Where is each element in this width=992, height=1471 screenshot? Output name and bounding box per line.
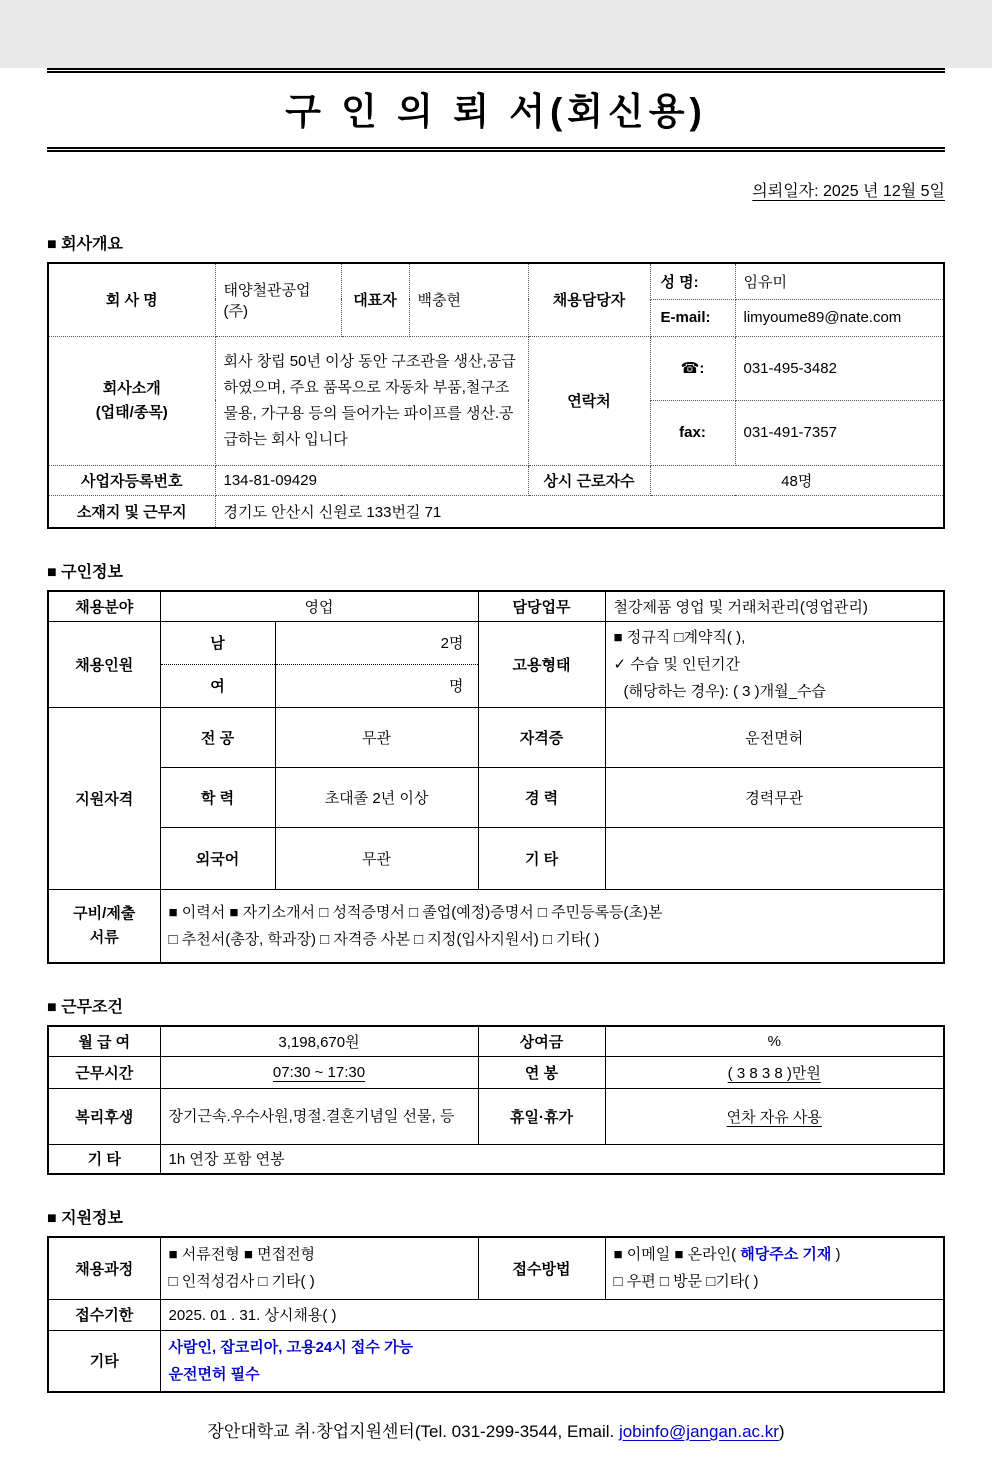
- bonus-value: %: [605, 1026, 944, 1056]
- request-date: 의뢰일자: 2025 년 12월 5일: [752, 183, 945, 200]
- title-band: [47, 68, 945, 152]
- license-value: 운전면허: [605, 707, 944, 767]
- annual-salary-value: ( 3 8 3 8 )만원: [605, 1056, 944, 1088]
- salary-value: 3,198,670원: [160, 1026, 478, 1056]
- language-label: 외국어: [160, 827, 275, 889]
- company-intro-value: 회사 창립 50년 이상 동안 구조관을 생산,공급 하였으며, 주요 품목으로 자동차 부품,철구조물용, 가구용 등의 들어가는 파이프를 생산.공급하는 회사 입니다: [215, 336, 528, 465]
- recruiter-label: 채용담당자: [528, 263, 650, 336]
- footer-email-link[interactable]: jobinfo@jangan.ac.kr: [618, 1422, 779, 1441]
- hours-label: 근무시간: [48, 1056, 160, 1088]
- career-value: 경력무관: [605, 767, 944, 827]
- email-value: limyoume89@nate.com: [735, 299, 944, 336]
- contact-label: 연락처: [528, 336, 650, 465]
- career-label: 경 력: [478, 767, 605, 827]
- application-info-table: [47, 1236, 945, 1393]
- telephone-icon: ☎:: [650, 336, 735, 400]
- section-title-job: ■ 구인정보: [47, 564, 123, 581]
- job-etc-value: [605, 827, 944, 889]
- apply-etc-label: 기타: [48, 1330, 160, 1392]
- recruiter-name-label: 성 명:: [650, 263, 735, 299]
- education-value: 초대졸 2년 이상: [275, 767, 478, 827]
- education-label: 학 력: [160, 767, 275, 827]
- company-intro-label: 회사소개 (업태/종목): [48, 336, 215, 465]
- recruiter-name-value: 임유미: [735, 263, 944, 299]
- workers-label: 상시 근로자수: [528, 465, 650, 495]
- major-label: 전 공: [160, 707, 275, 767]
- job-request-form-page: [0, 68, 992, 1471]
- telephone-value: 031-495-3482: [735, 336, 944, 400]
- female-value: 명: [275, 664, 478, 707]
- business-number-value: 134-81-09429: [215, 465, 528, 495]
- hours-value: 07:30 ~ 17:30: [160, 1056, 478, 1088]
- qualification-label: 지원자격: [48, 707, 160, 889]
- apply-etc-value: 사람인, 잡코리아, 고용24시 접수 가능 운전면허 필수: [160, 1330, 944, 1392]
- method-label: 접수방법: [478, 1237, 605, 1299]
- deadline-label: 접수기한: [48, 1299, 160, 1330]
- male-value: 2명: [275, 621, 478, 664]
- duty-label: 담당업무: [478, 591, 605, 621]
- address-label: 소재지 및 근무지: [48, 495, 215, 528]
- holiday-label: 휴일·휴가: [478, 1088, 605, 1144]
- language-value: 무관: [275, 827, 478, 889]
- process-label: 채용과정: [48, 1237, 160, 1299]
- footer-center-info: 장안대학교 취·창업지원센터(Tel. 031-299-3544, Email. jobinfo@jangan.ac.kr): [207, 1422, 785, 1441]
- company-name-label: 회 사 명: [48, 263, 215, 336]
- welfare-label: 복리후생: [48, 1088, 160, 1144]
- employment-type-label: 고용형태: [478, 621, 605, 707]
- work-conditions-table: [47, 1025, 945, 1175]
- job-info-table: [47, 590, 945, 964]
- address-value: 경기도 안산시 신원로 133번길 71: [215, 495, 944, 528]
- fax-label: fax:: [650, 400, 735, 465]
- method-online-address-note: 해당주소 기재: [740, 1246, 832, 1264]
- employment-type-value: ■ 정규직 □계약직( ), ✓ 수습 및 인턴기간 (해당하는 경우): ( 3 )개월_수습: [605, 621, 944, 707]
- field-label: 채용분야: [48, 591, 160, 621]
- deadline-value: 2025. 01 . 31. 상시채용( ): [160, 1299, 944, 1330]
- method-value: ■ 이메일 ■ 온라인( 해당주소 기재 ) □ 우편 □ 방문 □기타( ): [605, 1237, 944, 1299]
- email-label: E-mail:: [650, 299, 735, 336]
- page-title: 구 인 의 뢰 서(회신용): [285, 91, 707, 132]
- company-overview-table: [47, 262, 945, 529]
- ceo-label: 대표자: [341, 263, 409, 336]
- documents-value: ■ 이력서 ■ 자기소개서 □ 성적증명서 □ 졸업(예정)증명서 □ 주민등록등(초)본 □ 추천서(총장, 학과장) □ 자격증 사본 □ 지정(입사지원서) □ 기타( ): [160, 889, 944, 963]
- conditions-etc-label: 기 타: [48, 1144, 160, 1174]
- workers-value: 48명: [650, 465, 944, 495]
- job-etc-label: 기 타: [478, 827, 605, 889]
- license-label: 자격증: [478, 707, 605, 767]
- welfare-value: 장기근속.우수사원,명절.결혼기념일 선물, 등: [160, 1088, 478, 1144]
- fax-value: 031-491-7357: [735, 400, 944, 465]
- process-value: ■ 서류전형 ■ 면접전형 □ 인적성검사 □ 기타( ): [160, 1237, 478, 1299]
- section-title-conditions: ■ 근무조건: [47, 999, 123, 1016]
- ceo-value: 백충현: [409, 263, 528, 336]
- major-value: 무관: [275, 707, 478, 767]
- male-label: 남: [160, 621, 275, 664]
- section-title-apply: ■ 지원정보: [47, 1210, 123, 1227]
- headcount-label: 채용인원: [48, 621, 160, 707]
- duty-value: 철강제품 영업 및 거래처관리(영업관리): [605, 591, 944, 621]
- annual-salary-label: 연 봉: [478, 1056, 605, 1088]
- conditions-etc-value: 1h 연장 포함 연봉: [160, 1144, 944, 1174]
- field-value: 영업: [160, 591, 478, 621]
- documents-label: 구비/제출 서류: [48, 889, 160, 963]
- female-label: 여: [160, 664, 275, 707]
- business-number-label: 사업자등록번호: [48, 465, 215, 495]
- salary-label: 월 급 여: [48, 1026, 160, 1056]
- holiday-value: 연차 자유 사용: [605, 1088, 944, 1144]
- bonus-label: 상여금: [478, 1026, 605, 1056]
- section-title-company: ■ 회사개요: [47, 236, 123, 253]
- company-name-value: 태양철관공업 (주): [215, 263, 341, 336]
